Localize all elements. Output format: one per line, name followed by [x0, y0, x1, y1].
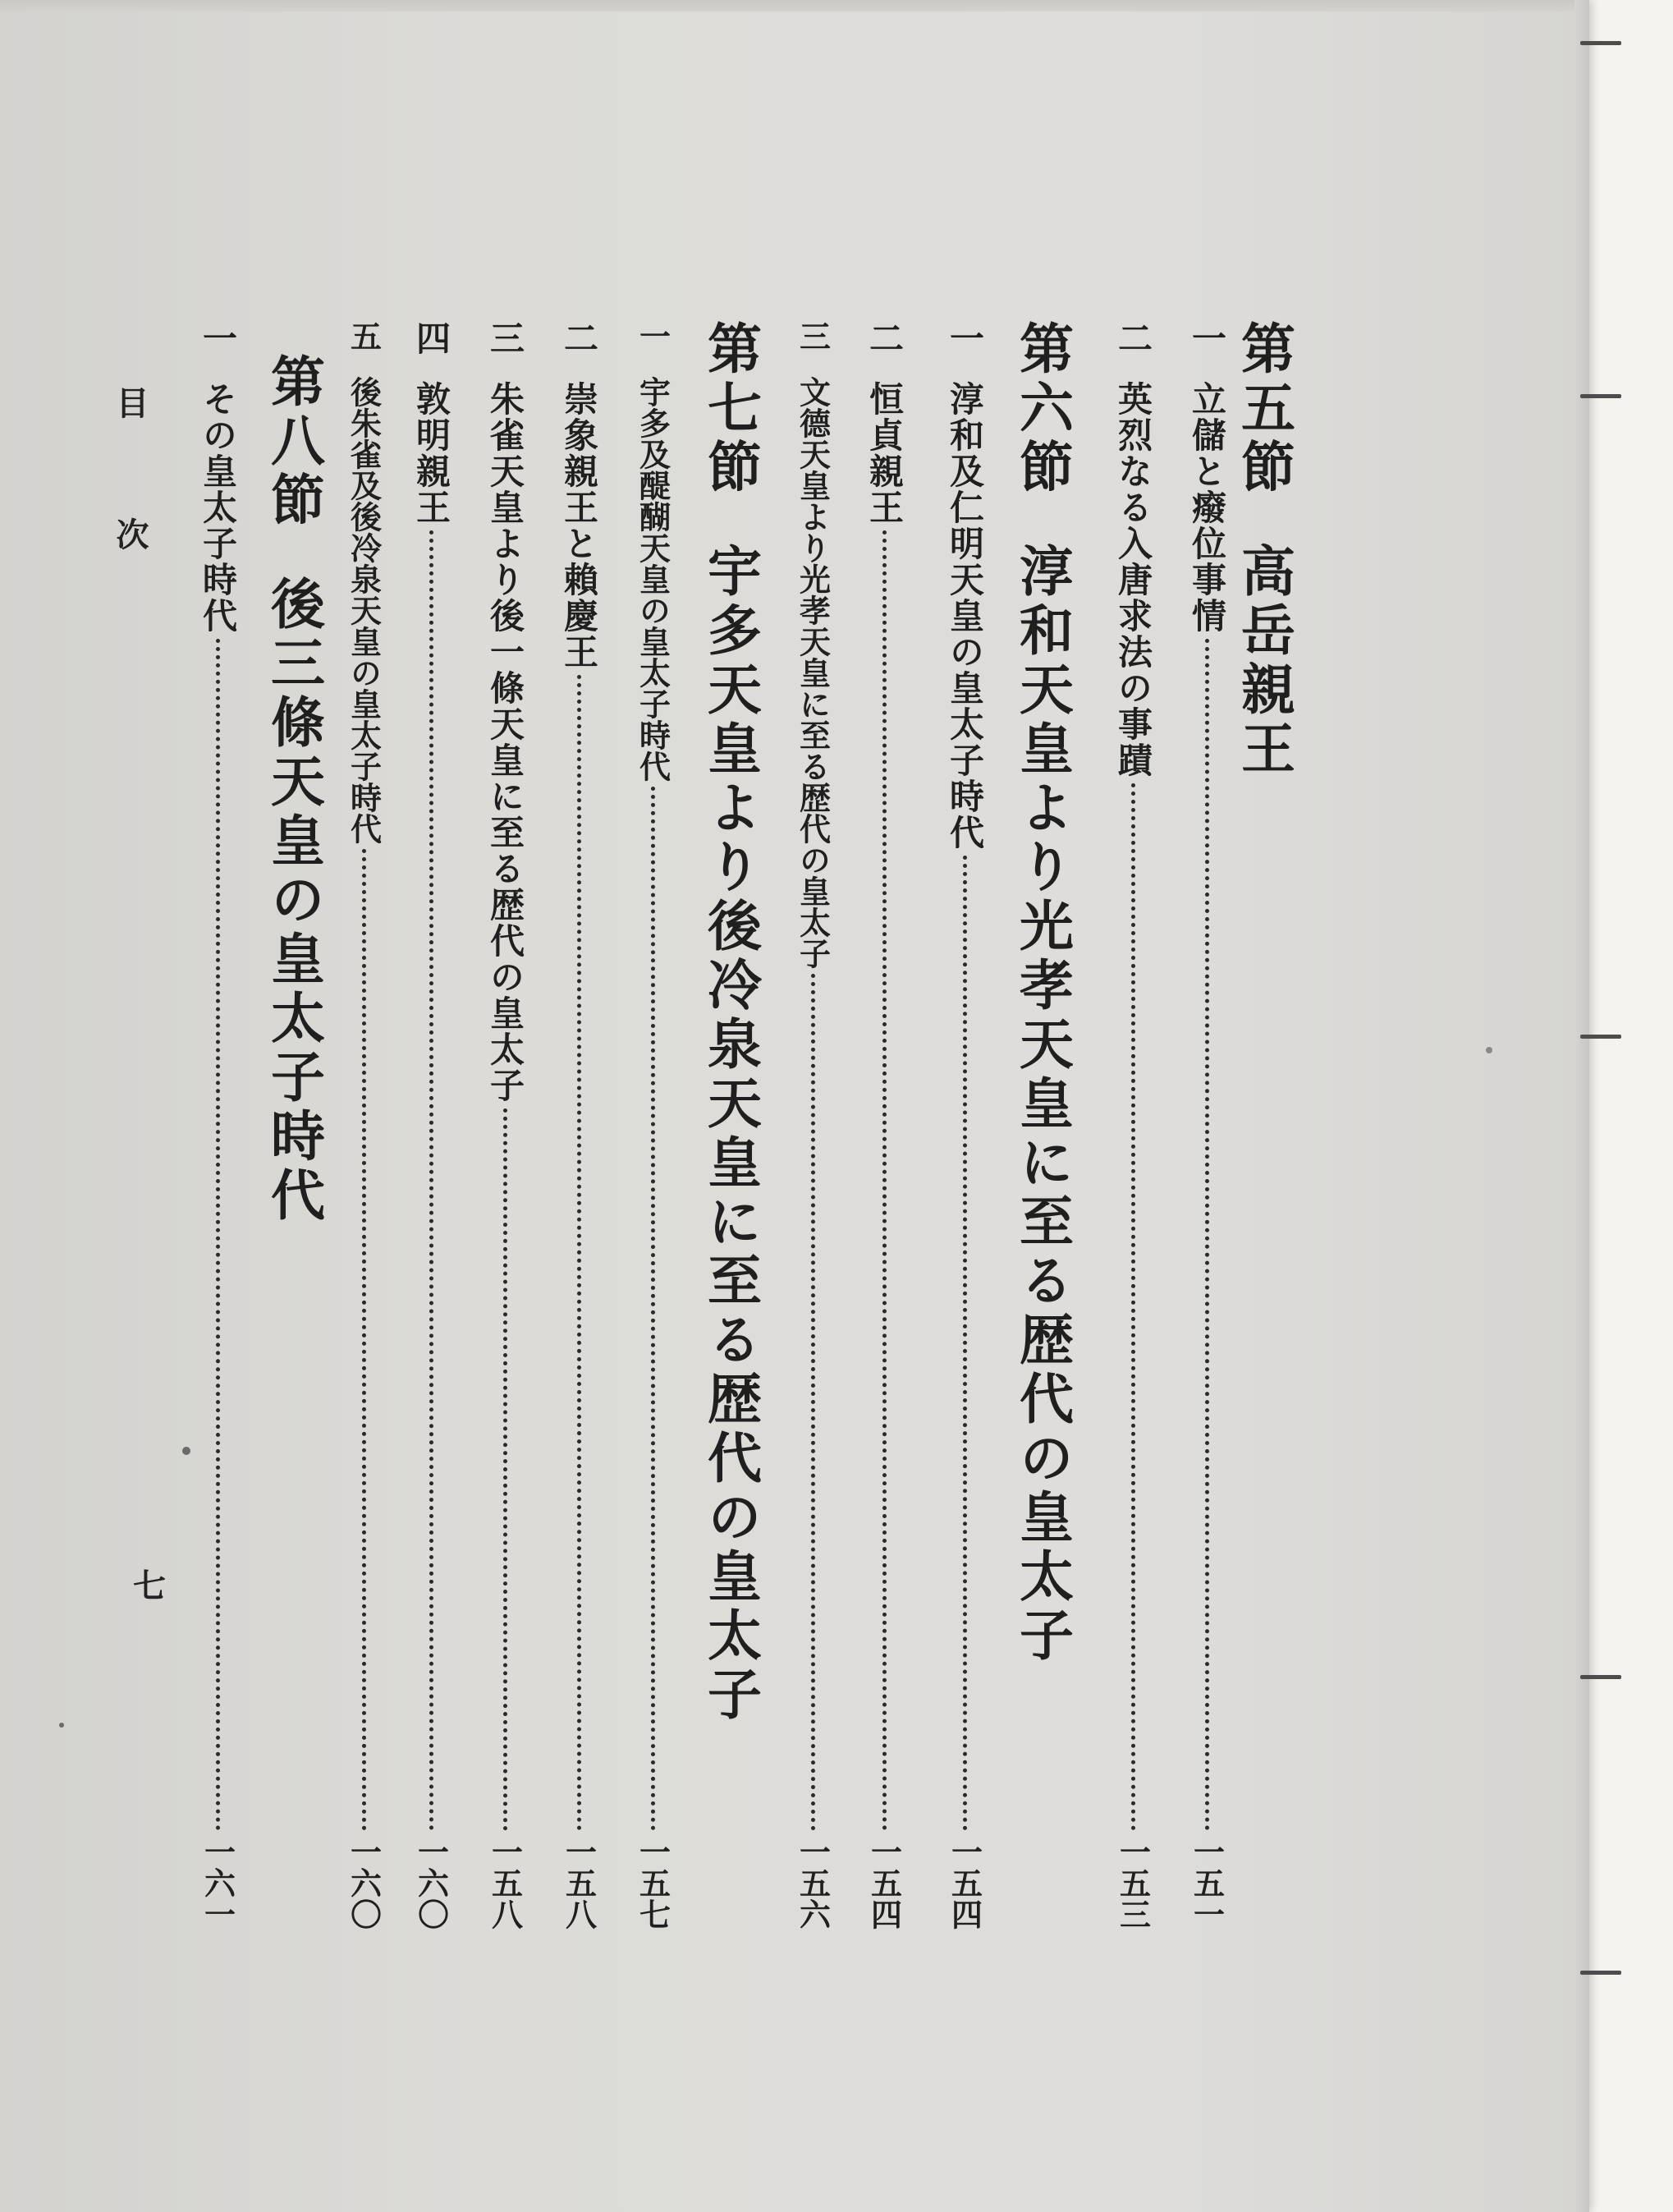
entry-number: 五	[345, 320, 383, 351]
leader-dots	[503, 1108, 507, 1831]
section-label: 第八節	[261, 353, 326, 530]
paper-spot	[59, 1723, 64, 1728]
entry-number: 二	[1113, 320, 1153, 356]
page-number: 一五七	[634, 1836, 671, 1930]
page-number: 一六一	[199, 1836, 236, 1930]
leader-dots	[1131, 783, 1135, 1831]
leader-dots	[216, 639, 220, 1831]
entry-title: 恒貞親王	[864, 381, 905, 525]
leader-dots	[651, 787, 655, 1831]
section-heading	[261, 353, 327, 1226]
toc-entry	[632, 320, 673, 1930]
leader-dots	[1205, 639, 1209, 1831]
leader-dots	[882, 530, 887, 1831]
paper-spot	[182, 1447, 190, 1455]
top-edge	[0, 0, 1588, 11]
section-label: 第七節	[698, 320, 763, 498]
section-title: 宇多天皇より後冷泉天皇に至る歴代の皇太子	[698, 543, 763, 1725]
toc-entry	[792, 320, 833, 1930]
entry-title: 敦明親王	[411, 381, 451, 525]
section-title: 後三條天皇の皇太子時代	[261, 576, 326, 1226]
entry-title: その皇太子時代	[198, 381, 238, 634]
entry-title: 朱雀天皇より後一條天皇に至る歴代の皇太子	[485, 381, 525, 1104]
running-head: 目次	[111, 386, 149, 649]
entry-number: 二	[864, 320, 905, 356]
binding-stitch	[1580, 41, 1621, 45]
paper-spot	[1486, 1047, 1492, 1053]
toc-entry	[343, 320, 384, 1930]
page-edge	[1574, 0, 1589, 2212]
page-number: 一五四	[865, 1836, 903, 1930]
binding-stitch	[1580, 1035, 1621, 1039]
page-number: 一六〇	[345, 1836, 383, 1930]
leader-dots	[963, 856, 967, 1831]
entry-number: 一	[634, 320, 671, 351]
section-heading	[1231, 320, 1297, 1930]
page-number: 一六〇	[412, 1836, 450, 1930]
entry-number: 一	[945, 320, 985, 356]
entry-title: 英烈なる入唐求法の事蹟	[1113, 381, 1153, 778]
section-label: 第六節	[1010, 320, 1075, 498]
toc-entry	[484, 320, 525, 1930]
entry-number: 一	[1187, 320, 1227, 356]
toc-entry	[197, 320, 238, 1930]
toc-entry	[410, 320, 451, 1930]
entry-title: 後朱雀及後冷泉天皇の皇太子時代	[345, 376, 383, 844]
section-heading	[1010, 320, 1075, 1930]
page-number: 一五八	[486, 1836, 524, 1930]
entry-title: 立儲と癈位事情	[1187, 381, 1227, 634]
entry-title: 宇多及醍醐天皇の皇太子時代	[634, 376, 671, 782]
section-title: 高岳親王	[1231, 543, 1296, 779]
leader-dots	[429, 530, 433, 1831]
binding-stitch	[1580, 394, 1621, 398]
entry-number: 四	[411, 320, 451, 356]
section-title: 淳和天皇より光孝天皇に至る歴代の皇太子	[1010, 543, 1075, 1666]
leader-dots	[811, 974, 815, 1831]
toc-entry	[1112, 320, 1153, 1930]
entry-number: 三	[794, 320, 832, 351]
entry-number: 三	[485, 320, 525, 356]
entry-title: 文德天皇より光孝天皇に至る歴代の皇太子	[794, 376, 832, 969]
toc-entry	[1186, 320, 1227, 1930]
page-number: 一五一	[1188, 1836, 1226, 1930]
page-number: 一五六	[794, 1836, 832, 1930]
page-number: 一五三	[1114, 1836, 1152, 1930]
toc-entry	[944, 320, 985, 1930]
entry-title: 淳和及仁明天皇の皇太子時代	[945, 381, 985, 851]
toc-entry	[864, 320, 905, 1930]
section-heading	[698, 320, 763, 1930]
binding-stitch	[1580, 1971, 1621, 1975]
page-number: 一五四	[946, 1836, 983, 1930]
page-number: 一五八	[560, 1836, 598, 1930]
entry-title: 崇象親王と賴慶王	[559, 381, 599, 670]
section-label: 第五節	[1231, 320, 1296, 498]
page-folio: 七	[133, 1567, 166, 1605]
toc-entry	[558, 320, 599, 1930]
leader-dots	[362, 849, 366, 1831]
entry-number: 一	[198, 320, 238, 356]
leader-dots	[577, 675, 581, 1831]
binding-stitch	[1580, 1675, 1621, 1679]
entry-number: 二	[559, 320, 599, 356]
